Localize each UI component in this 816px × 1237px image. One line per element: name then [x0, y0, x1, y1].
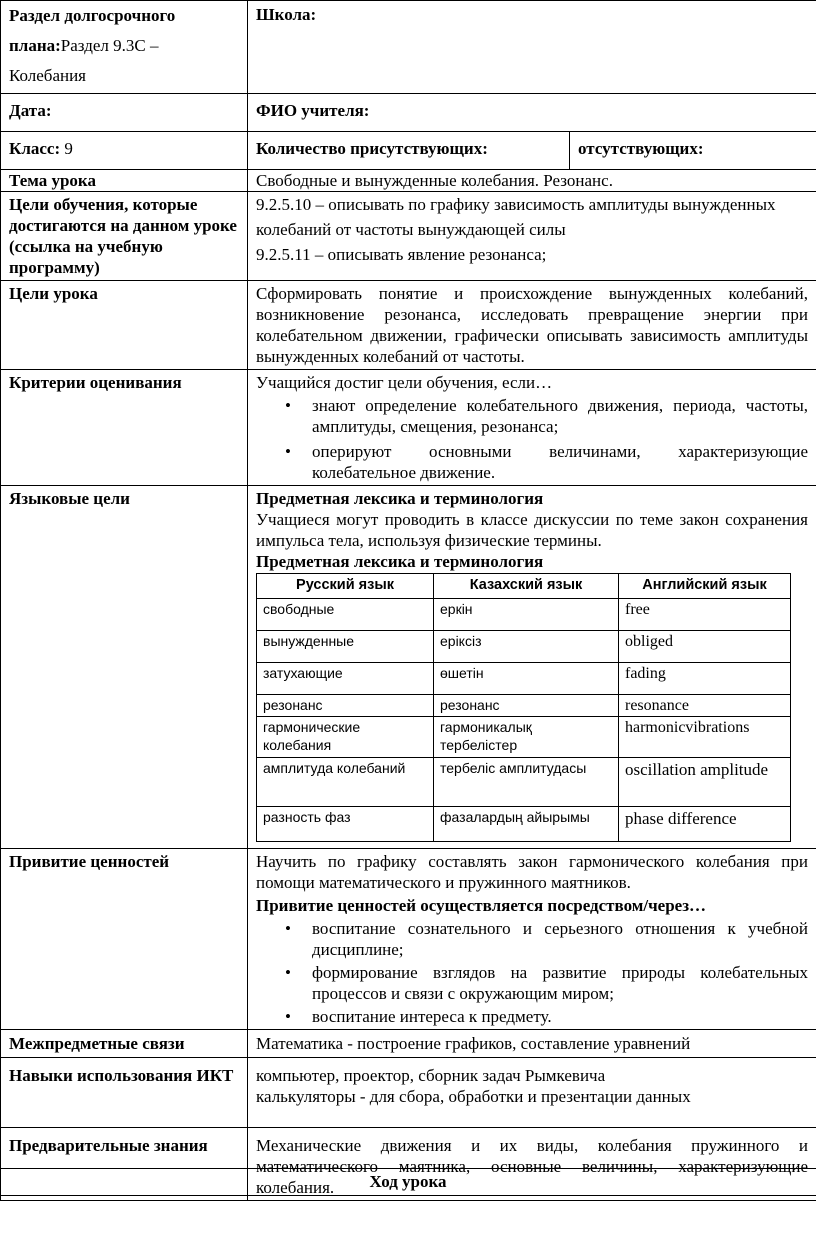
teacher-cell: [248, 94, 816, 132]
date-label: Дата:: [9, 101, 52, 120]
vocab-ru: разность фаз: [257, 807, 434, 842]
ict-row: [1, 1058, 816, 1128]
date-row: [1, 94, 816, 132]
teacher-label: ФИО учителя:: [256, 101, 370, 120]
vocab-ru: резонанс: [257, 695, 434, 717]
values-row: [1, 849, 816, 1030]
prior-knowledge-label: Предварительные знания: [1, 1128, 248, 1201]
values-label: Привитие ценностей: [1, 849, 248, 1030]
objective-item: 9.2.5.10 – описывать по графику зависимость амплитуды вынужденных колебаний от частоты вынуждающей силы: [256, 195, 776, 239]
vocab-row: [257, 695, 791, 717]
vocab-kz: еріксіз: [434, 631, 619, 663]
vocab-kz: фазалардың айырымы: [434, 807, 619, 842]
vocab-en: phase difference: [619, 807, 791, 842]
vocab-ru: затухающие: [257, 663, 434, 695]
topic-row: [1, 170, 816, 192]
criteria-list: [256, 395, 808, 483]
topic-value: Свободные и вынужденные колебания. Резонанс.: [248, 170, 816, 192]
section-cell: [1, 1, 248, 94]
vocab-kz: өшетін: [434, 663, 619, 695]
criteria-row: [1, 370, 816, 486]
values-item: • формирование взглядов на развитие природы колебательных процессов и связи с окружающим миром;: [312, 962, 808, 1004]
school-label: Школа:: [256, 5, 317, 24]
values-text: Научить по графику составлять закон гармонического колебания при помощи математического и пружинного маятников.: [256, 852, 808, 892]
absent-cell: [570, 132, 816, 170]
goals-label: Цели урока: [1, 281, 248, 370]
criteria-item: • знают определение колебательного движения, периода, частоты, амплитуды, смещения, резонанса;: [312, 395, 808, 437]
objectives-label: Цели обучения, которые достигаются на данном уроке (ссылка на учебную программу): [1, 192, 248, 281]
language-cell: [248, 486, 816, 849]
section-label: Раздел долгосрочного плана:: [9, 6, 176, 55]
vocab-en: fading: [619, 663, 791, 695]
language-text: Учащиеся могут проводить в классе дискуссии по теме закон сохранения импульса тела, используя физические термины.: [256, 510, 808, 550]
absent-label: отсутствующих:: [578, 139, 704, 158]
ict-line-1: компьютер, проектор, сборник задач Рымкевича: [256, 1066, 606, 1085]
language-heading-2: Предметная лексика и терминология: [256, 552, 544, 571]
vocab-ru: свободные: [257, 599, 434, 631]
topic-label: Тема урока: [1, 170, 248, 192]
criteria-cell: [248, 370, 816, 486]
vocab-kz: тербеліс амплитудасы: [434, 758, 619, 807]
vocab-header-english: Английский язык: [619, 574, 791, 599]
vocab-en: resonance: [619, 695, 791, 717]
vocab-row: [257, 807, 791, 842]
class-label: Класс:: [9, 139, 61, 158]
vocab-ru: амплитуда колебаний: [257, 758, 434, 807]
vocab-row: [257, 631, 791, 663]
language-label: Языковые цели: [1, 486, 248, 849]
vocab-kz: гармоникалық тербелістер: [434, 717, 619, 758]
language-heading-1: Предметная лексика и терминология: [256, 489, 544, 508]
present-cell: [248, 132, 570, 170]
vocab-header-kazakh: Казахский язык: [434, 574, 619, 599]
class-cell: [1, 132, 248, 170]
objectives-cell: [248, 192, 816, 281]
school-cell: [248, 1, 816, 94]
section-row: [1, 1, 816, 94]
objective-item: 9.2.5.11 – описывать явление резонанса;: [256, 245, 547, 264]
vocab-row: [257, 717, 791, 758]
vocab-en: obliged: [619, 631, 791, 663]
values-subheading: Привитие ценностей осуществляется посредством/через…: [256, 896, 707, 915]
section-value: Раздел 9.3С – Колебания: [9, 36, 159, 85]
ict-cell: [248, 1058, 816, 1128]
vocab-kz: еркін: [434, 599, 619, 631]
prior-knowledge-value: Механические движения и их виды, колебания пружинного и математического маятника, основные величины, характеризующие колебания.: [248, 1128, 816, 1201]
date-cell: [1, 94, 248, 132]
vocab-ru: гармонические колебания: [257, 717, 434, 758]
goals-value: Сформировать понятие и происхождение вынужденных колебаний, возникновение резонанса, исследовать превращение энергии при колебательном движении, графически описывать зависимость амплитуды вынужденных колебаний от частоты.: [248, 281, 816, 370]
goals-row: [1, 281, 816, 370]
values-cell: [248, 849, 816, 1030]
class-value: 9: [64, 139, 73, 158]
ict-line-2: калькуляторы - для сбора, обработки и презентации данных: [256, 1087, 691, 1106]
vocab-kz: резонанс: [434, 695, 619, 717]
lesson-flow-heading: Ход урока: [0, 1168, 816, 1196]
language-row: [1, 486, 816, 849]
criteria-intro: Учащийся достиг цели обучения, если…: [256, 373, 553, 392]
present-label: Количество присутствующих:: [256, 139, 488, 158]
vocabulary-table: [256, 573, 791, 842]
criteria-label: Критерии оценивания: [1, 370, 248, 486]
vocab-row: [257, 663, 791, 695]
objectives-row: [1, 192, 816, 281]
interdisciplinary-row: [1, 1030, 816, 1058]
vocab-row: [257, 599, 791, 631]
vocab-en: free: [619, 599, 791, 631]
values-item: • воспитание сознательного и серьезного отношения к учебной дисциплине;: [312, 918, 808, 960]
ict-label: Навыки использования ИКТ: [1, 1058, 248, 1128]
vocab-header-russian: Русский язык: [257, 574, 434, 599]
criteria-item: • оперируют основными величинами, характеризующие колебательное движение.: [312, 441, 808, 483]
vocab-ru: вынужденные: [257, 631, 434, 663]
vocab-en: oscillation amplitude: [619, 758, 791, 807]
interdisciplinary-label: Межпредметные связи: [1, 1030, 248, 1058]
class-row: [1, 132, 816, 170]
values-item: • воспитание интереса к предмету.: [312, 1006, 808, 1027]
interdisciplinary-value: Математика - построение графиков, составление уравнений: [248, 1030, 816, 1058]
vocab-en: harmonicvibrations: [619, 717, 791, 758]
values-list: [256, 918, 808, 1027]
vocab-row: [257, 758, 791, 807]
